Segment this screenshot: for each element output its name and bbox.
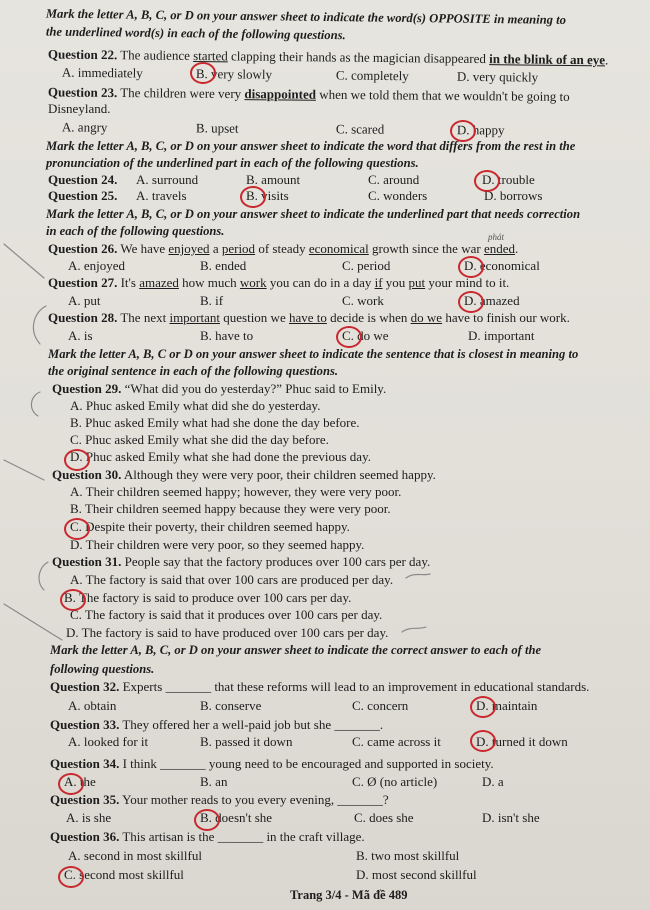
q22-option-b[interactable]: B. very slowly — [195, 66, 273, 82]
q28-option-a[interactable]: A. is — [68, 328, 93, 343]
question-29-stem: Question 29. “What did you do yesterday?” Phuc said to Emily. — [52, 381, 387, 396]
q32-option-d[interactable]: D. maintain — [476, 698, 538, 713]
q31-option-c[interactable]: C. The factory is said that it produces over 100 cars per day. — [70, 607, 383, 622]
q36-option-d[interactable]: D. most second skillful — [356, 867, 477, 882]
q30-option-c[interactable]: C. Despite their poverty, their children seemed happy. — [70, 519, 350, 534]
instruction-opposite: Mark the letter A, B, C, or D on your answer sheet to indicate the word(s) OPPOSITE in meaning to — [45, 6, 567, 27]
q27-option-d[interactable]: D. amazed — [464, 293, 520, 308]
q24-option-d[interactable]: D. trouble — [482, 172, 535, 187]
q27-option-b[interactable]: B. if — [200, 293, 224, 308]
q33-option-c[interactable]: C. came across it — [352, 734, 441, 749]
q26-option-b[interactable]: B. ended — [200, 258, 247, 273]
q29-option-a[interactable]: A. Phuc asked Emily what did she do yesterday. — [70, 398, 321, 413]
question-36-stem: Question 36. This artisan is the _______ in the craft village. — [50, 829, 365, 844]
q24-option-b[interactable]: B. amount — [246, 172, 301, 187]
q23-option-b[interactable]: B. upset — [195, 120, 239, 136]
pencil-curve-q29 — [31, 392, 40, 416]
q25-option-c[interactable]: C. wonders — [368, 188, 428, 203]
q36-option-b[interactable]: B. two most skillful — [356, 848, 460, 863]
instruction-error: Mark the letter A, B, C, or D on your answer sheet to indicate the underlined part that needs correction — [46, 207, 581, 221]
instruction-pronunciation-2: pronunciation of the underlined part in each of the following questions. — [46, 156, 419, 170]
q28-option-d[interactable]: D. important — [468, 328, 535, 343]
q30-option-a[interactable]: A. Their children seemed happy; however, they were very poor. — [70, 484, 402, 499]
question-31-stem: Question 31. People say that the factory produces over 100 cars per day. — [52, 554, 431, 569]
q30-option-d[interactable]: D. Their children were very poor, so they seemed happy. — [70, 537, 365, 552]
q27-option-c[interactable]: C. work — [342, 293, 384, 308]
instruction-error-2: in each of the following questions. — [46, 224, 225, 238]
q29-option-b[interactable]: B. Phuc asked Emily what had she done the day before. — [70, 415, 360, 430]
q24-option-c[interactable]: C. around — [368, 172, 420, 187]
question-35-stem: Question 35. Your mother reads to you every evening, _______? — [50, 792, 389, 807]
pencil-curve-q28 — [33, 306, 46, 344]
q29-option-c[interactable]: C. Phuc asked Emily what she did the day before. — [70, 432, 329, 447]
page-footer: Trang 3/4 - Mã đề 489 — [290, 888, 408, 902]
q23-option-c[interactable]: C. scared — [335, 121, 385, 137]
q34-option-c[interactable]: C. Ø (no article) — [352, 774, 438, 789]
q22-option-d[interactable]: D. very quickly — [456, 68, 539, 85]
q35-option-a[interactable]: A. is she — [66, 810, 112, 825]
q31-option-a[interactable]: A. The factory is said that over 100 cars are produced per day. — [70, 572, 394, 587]
question-23-stem-2: Disneyland. — [48, 101, 111, 116]
pencil-slash-q30 — [4, 460, 44, 480]
pencil-curve-q31 — [39, 562, 48, 590]
q28-option-b[interactable]: B. have to — [200, 328, 254, 343]
pencil-squiggle-d — [402, 627, 426, 632]
instruction-closest: Mark the letter A, B, C or D on your answer sheet to indicate the sentence that is closest in meaning to — [48, 347, 579, 361]
handwritten-note: phát — [488, 232, 505, 242]
q36-option-a[interactable]: A. second in most skillful — [68, 848, 202, 863]
q35-option-d[interactable]: D. isn't she — [482, 810, 540, 825]
instruction-correct: Mark the letter A, B, C, or D on your answer sheet to indicate the correct answer to each of the — [50, 643, 542, 657]
instruction-opposite-2: the underlined word(s) in each of the following questions. — [45, 24, 346, 43]
q29-option-d[interactable]: D. Phuc asked Emily what she had done the previous day. — [70, 449, 371, 464]
q33-option-a[interactable]: A. looked for it — [68, 734, 149, 749]
question-28-stem: Question 28. The next important question we have to decide is when do we have to finish our work. — [48, 310, 570, 325]
question-23-stem: Question 23. The children were very disappointed when we told them that we wouldn't be going to — [47, 84, 570, 104]
q32-option-c[interactable]: C. concern — [352, 698, 409, 713]
instruction-correct-2: following questions. — [50, 662, 155, 676]
question-34-stem: Question 34. I think _______ young need to be encouraged and supported in society. — [50, 756, 494, 771]
question-33-stem: Question 33. They offered her a well-paid job but she _______. — [50, 717, 384, 732]
q32-option-b[interactable]: B. conserve — [200, 698, 262, 713]
q33-option-b[interactable]: B. passed it down — [200, 734, 293, 749]
q23-option-a[interactable]: A. angry — [61, 119, 108, 135]
question-22-stem: Question 22. The audience started clapping their hands as the magician disappeared in the blink of an eye. — [47, 46, 609, 68]
instruction-pronunciation: Mark the letter A, B, C, or D on your answer sheet to indicate the word that differs from the rest in the — [46, 139, 576, 153]
q23-option-d[interactable]: D. happy — [456, 122, 505, 138]
q32-option-a[interactable]: A. obtain — [68, 698, 117, 713]
question-26-stem: Question 26. We have enjoyed a period of steady economical growth since the war ended. — [48, 241, 519, 256]
q27-option-a[interactable]: A. put — [68, 293, 101, 308]
q36-option-c[interactable]: C. second most skillful — [64, 867, 184, 882]
q28-option-c[interactable]: C. do we — [342, 328, 389, 343]
pencil-slash-q31 — [4, 604, 62, 640]
question-32-stem: Question 32. Experts _______ that these reforms will lead to an improvement in educational standards. — [50, 679, 590, 694]
q25-option-d[interactable]: D. borrows — [484, 188, 543, 203]
q24-option-a[interactable]: A. surround — [136, 172, 199, 187]
q30-option-b[interactable]: B. Their children seemed happy because they were very poor. — [70, 501, 391, 516]
q35-option-c[interactable]: C. does she — [354, 810, 414, 825]
q34-option-b[interactable]: B. an — [200, 774, 228, 789]
q26-option-c[interactable]: C. period — [342, 258, 391, 273]
q33-option-d[interactable]: D. turned it down — [476, 734, 568, 749]
q31-option-b[interactable]: B. The factory is said to produce over 100 cars per day. — [64, 590, 352, 605]
pencil-slash-q26 — [4, 244, 44, 278]
q26-option-a[interactable]: A. enjoyed — [68, 258, 126, 273]
question-30-stem: Question 30. Although they were very poor, their children seemed happy. — [52, 467, 436, 482]
question-27-stem: Question 27. It's amazed how much work you can do in a day if you put your mind to it. — [48, 275, 510, 290]
q34-option-d[interactable]: D. a — [482, 774, 504, 789]
q34-option-a[interactable]: A. the — [64, 774, 96, 789]
question-25: Question 25. A. travels B. visits C. wonders D. borrows — [48, 188, 543, 203]
q25-option-b[interactable]: B. visits — [246, 188, 289, 203]
instruction-closest-2: the original sentence in each of the following questions. — [48, 364, 339, 378]
q35-option-b[interactable]: B. doesn't she — [200, 810, 273, 825]
q22-option-c[interactable]: C. completely — [335, 67, 409, 84]
q22-option-a[interactable]: A. immediately — [61, 64, 143, 81]
pencil-squiggle-a — [406, 574, 430, 578]
q25-option-a[interactable]: A. travels — [136, 188, 187, 203]
question-24: Question 24. A. surround B. amount C. around D. trouble — [48, 172, 535, 187]
q31-option-d[interactable]: D. The factory is said to have produced over 100 cars per day. — [66, 625, 389, 640]
q26-option-d[interactable]: D. economical — [464, 258, 540, 273]
